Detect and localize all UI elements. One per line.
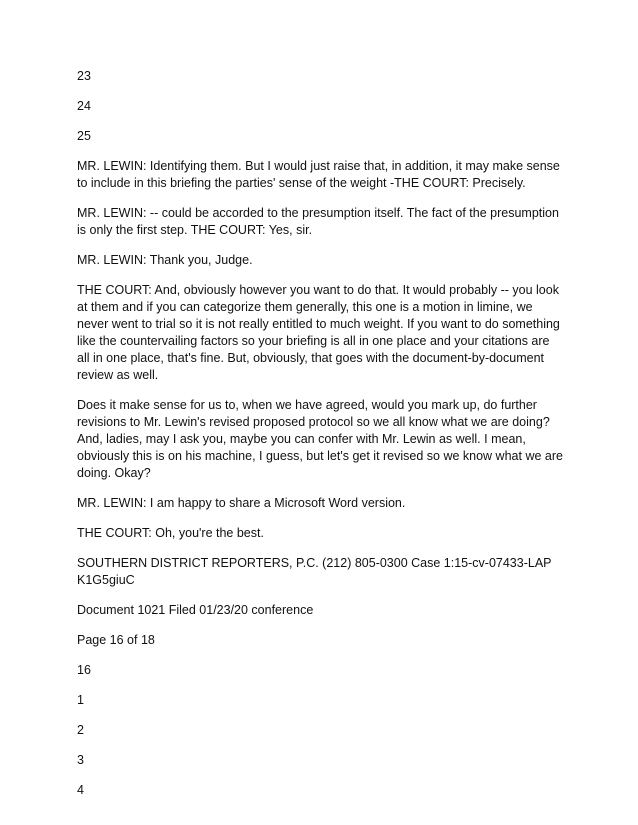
line-number: 24 xyxy=(77,99,91,113)
document-filed-line: Document 1021 Filed 01/23/20 conference xyxy=(77,603,314,617)
transcript-paragraph: THE COURT: Oh, you're the best. xyxy=(77,526,264,540)
line-number: 3 xyxy=(77,753,84,767)
transcript-paragraph: THE COURT: And, obviously however you want to do that. It would probably -- you look at them and if you can categorize them generally, this one is a motion in limine, we never went to trial so it is not really entitled to much weight. If you want to do something like the countervailing factors so your briefing is all in one place and your citations are all in one place, that's fine. But, obviously, that goes with the document-by-document review as well. xyxy=(77,283,560,382)
page-number: 16 xyxy=(77,663,91,677)
line-number: 1 xyxy=(77,693,84,707)
line-number: 23 xyxy=(77,69,91,83)
transcript-paragraph: Does it make sense for us to, when we have agreed, would you mark up, do further revisions to Mr. Lewin's revised proposed protocol so we all know what we are doing? And, ladies, may I ask you, maybe you can confer with Mr. Lewin as well. I mean, obviously this is on his machine, I guess, but let's get it revised so we know what we are doing. Okay? xyxy=(77,398,563,480)
document-page xyxy=(77,68,563,812)
line-number: 25 xyxy=(77,129,91,143)
reporter-footer-line: SOUTHERN DISTRICT REPORTERS, P.C. (212) 805-0300 Case 1:15-cv-07433-LAP K1G5giuC xyxy=(77,556,552,587)
transcript-paragraph: MR. LEWIN: -- could be accorded to the presumption itself. The fact of the presumption is only the first step. THE COURT: Yes, sir. xyxy=(77,206,559,237)
transcript-paragraph: MR. LEWIN: I am happy to share a Microsoft Word version. xyxy=(77,496,406,510)
line-number: 4 xyxy=(77,783,84,797)
page-indicator: Page 16 of 18 xyxy=(77,633,155,647)
line-number: 2 xyxy=(77,723,84,737)
transcript-paragraph: MR. LEWIN: Thank you, Judge. xyxy=(77,253,253,267)
transcript-paragraph: MR. LEWIN: Identifying them. But I would just raise that, in addition, it may make sense to include in this briefing the parties' sense of the weight -THE COURT: Precisely. xyxy=(77,159,560,190)
